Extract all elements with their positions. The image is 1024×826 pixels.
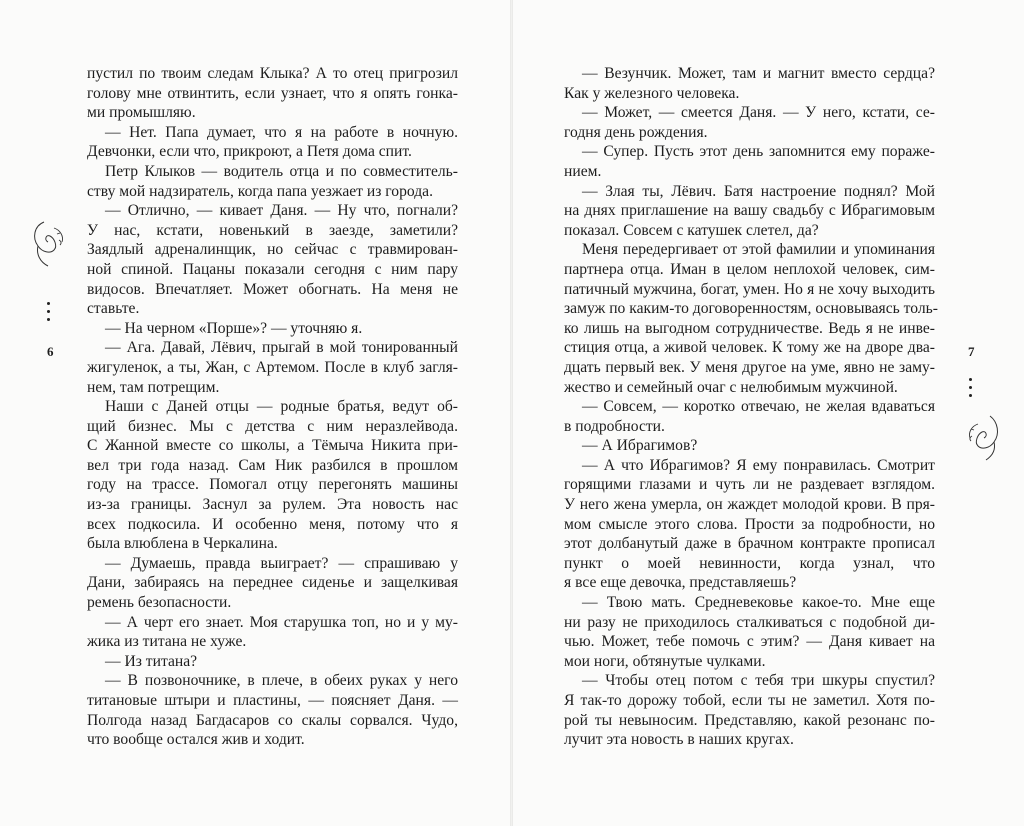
text-line: — Чтобы отец потом с тебя три шкуры спустил? bbox=[582, 672, 935, 690]
text-line: — Нет. Папа думает, что я на работе в ночную. bbox=[105, 123, 458, 141]
left-page-text bbox=[87, 64, 458, 750]
text-line: — Может, — смеется Даня. — У него, кстати, се- bbox=[582, 104, 935, 122]
text-line: — Твою мать. Средневековье какое-то. Мне еще bbox=[582, 594, 935, 612]
text-line: — В позвоночнике, в плече, в обеих руках у него bbox=[105, 672, 458, 690]
text-line: Дани, забираясь на переднее сиденье и защелкивая bbox=[87, 574, 458, 592]
text-line: — Из титана? bbox=[105, 652, 198, 670]
text-line: Полгода назад Багдасаров со скалы сорвался. Чудо, bbox=[87, 711, 458, 729]
text-line: партнера отца. Иман в целом неплохой человек, сим- bbox=[564, 260, 935, 278]
text-line: чью. Может, тебе помочь с этим? — Даня кивает на bbox=[564, 633, 935, 651]
text-line: из-за границы. Заснул за рулем. Эта новость нас bbox=[87, 496, 458, 514]
text-line: Петр Клыков — водитель отца и по совместитель- bbox=[105, 162, 458, 180]
text-line: горящими глазами и чуть ли не раздевает взглядом. bbox=[564, 476, 935, 494]
text-line: всех подкосила. И особенно меня, потому что я bbox=[87, 515, 458, 533]
text-line: — Совсем, — коротко отвечаю, не желая вдаваться bbox=[582, 398, 935, 416]
text-line: стиция отца, а живой человек. К тому же на дворе два- bbox=[564, 339, 935, 357]
right-page bbox=[513, 0, 1024, 826]
text-line: я все еще девочка, представляешь? bbox=[564, 574, 797, 592]
text-line: — А черт его знает. Моя старушка топ, но и у му- bbox=[105, 613, 458, 631]
text-line: замуж по каким-то договоренностям, основываясь толь- bbox=[564, 300, 938, 318]
right-page-text bbox=[564, 64, 938, 750]
text-line: — Супер. Пусть этот день запомнится ему пораже- bbox=[582, 143, 935, 161]
page-ornament-dots bbox=[969, 378, 972, 402]
text-line: — Ага. Давай, Лёвич, прыгай в мой тонированный bbox=[105, 339, 458, 357]
text-line: мои ноги, обтянутые чулками. bbox=[564, 652, 766, 670]
page-number: 6 bbox=[47, 344, 54, 359]
text-line: ставьте. bbox=[87, 300, 140, 318]
left-page bbox=[0, 0, 511, 826]
text-line: Девчонки, если что, прикроют, а Петя дома спит. bbox=[87, 143, 412, 161]
text-line: Наши с Даней отцы — родные братья, ведут об- bbox=[105, 398, 458, 416]
text-line: ни разу не приходилось сталкиваться с подобной ди- bbox=[564, 613, 935, 631]
text-line: году на трассе. Помогал отцу перегонять машины bbox=[87, 476, 458, 494]
text-line: видосов. Впечатляет. Может обогнать. На меня не bbox=[87, 280, 458, 298]
text-line: — Злая ты, Лёвич. Батя настроение поднял? Мой bbox=[582, 182, 935, 200]
text-line: жика из титана не хуже. bbox=[87, 633, 247, 651]
text-line: У нас, кстати, новенький в заезде, заметили? bbox=[87, 221, 458, 239]
face-sketch-icon bbox=[24, 216, 76, 270]
text-line: С Жанной вместе со школы, а Тёмыча Никита при- bbox=[87, 437, 458, 455]
text-line: Я так-то дорожу тобой, если ты не заметил. Хотя по- bbox=[564, 692, 935, 709]
text-line: — А Ибрагимов? bbox=[582, 437, 698, 455]
text-line: патичный мужчина, богат, умен. Но я не хочу выходить bbox=[564, 280, 935, 298]
text-line: У него жена умерла, он жаждет молодой крови. В пря- bbox=[564, 496, 935, 514]
page-number: 7 bbox=[968, 344, 975, 359]
text-line: нием. bbox=[564, 162, 602, 180]
text-line: — На черном «Порше»? — уточняю я. bbox=[105, 319, 363, 337]
text-line: мом смысле этого слова. Прости за подробности, но bbox=[564, 515, 935, 533]
text-line: в подробности. bbox=[564, 417, 665, 435]
text-line: Как у железного человека. bbox=[564, 84, 740, 102]
text-line: голову мне отвинтить, если узнает, что я опять гонка- bbox=[87, 84, 458, 102]
text-line: лучит эта новость в наших кругах. bbox=[564, 731, 794, 749]
text-line: пункт о моей невинности, когда узнал, что bbox=[564, 554, 935, 572]
text-line: ми промышляю. bbox=[87, 104, 196, 122]
text-line: — А что Ибрагимов? Я ему понравилась. Смотрит bbox=[582, 456, 935, 474]
text-line: на днях приглашение на вашу свадьбу с Ибрагимовым bbox=[564, 202, 935, 220]
text-line: — Отлично, — кивает Даня. — Ну что, погнали? bbox=[105, 202, 458, 220]
text-line: вел три года назад. Сам Ник разбился в прошлом bbox=[87, 456, 458, 474]
text-line: ной спиной. Пацаны показали сегодня с ним пару bbox=[87, 260, 458, 278]
text-line: пустил по твоим следам Клыка? А то отец пригрозил bbox=[87, 65, 458, 82]
text-line: ко лишь на выгодном сотрудничестве. Ведь я не инве- bbox=[564, 319, 935, 337]
text-line: титановые штыри и пластины, — поясняет Даня. — bbox=[87, 692, 458, 709]
text-line: — Везунчик. Может, там и магнит вместо сердца? bbox=[582, 65, 935, 82]
text-line: жество и семейный очаг с нелюбимым мужчиной. bbox=[564, 378, 898, 396]
face-sketch-icon bbox=[960, 412, 1008, 462]
text-line: — Думаешь, правда выиграет? — спрашиваю у bbox=[105, 554, 458, 572]
text-line: что вообще остался жив и ходит. bbox=[87, 731, 305, 749]
text-line: нем, там потрещим. bbox=[87, 378, 220, 396]
text-line: жигуленок, а ты, Жан, с Артемом. После в клуб загля- bbox=[87, 358, 458, 376]
text-line: годня день рождения. bbox=[564, 123, 708, 141]
text-line: щий бизнес. Мы с детства с ним неразлейвода. bbox=[87, 417, 458, 435]
text-line: рой ты невыносим. Представляю, какой резонанс по- bbox=[564, 711, 935, 729]
text-line: Меня передергивает от этой фамилии и упоминания bbox=[582, 241, 935, 259]
text-line: дцать первый век. У меня другое на уме, явно не заму- bbox=[564, 358, 935, 376]
text-line: ству мой надзиратель, когда папа уезжает из города. bbox=[87, 182, 434, 200]
text-line: ремень безопасности. bbox=[87, 594, 232, 612]
text-line: была влюблена в Черкалина. bbox=[87, 535, 278, 553]
text-line: показал. Совсем с катушек слетел, да? bbox=[564, 221, 819, 239]
text-line: Заядлый адреналинщик, но сейчас с травмирован- bbox=[87, 241, 458, 259]
text-line: этот долбанутый даже в брачном контракте прописал bbox=[564, 535, 935, 553]
page-ornament-dots bbox=[47, 302, 50, 326]
